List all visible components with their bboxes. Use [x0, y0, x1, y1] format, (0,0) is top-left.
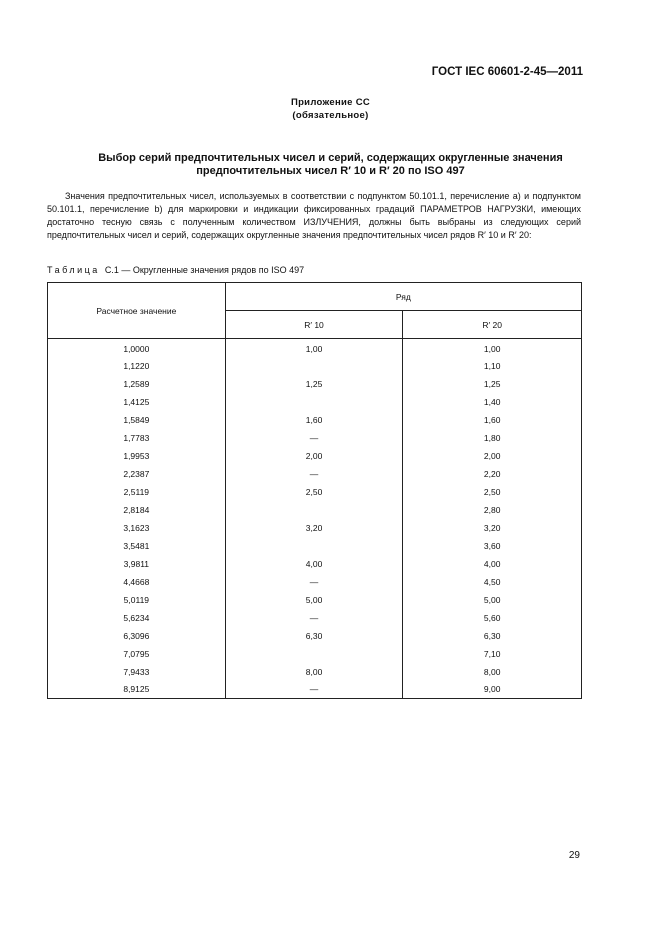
cell-r20: 1,60 [403, 411, 582, 429]
cell-calculated-value: 1,5849 [48, 411, 226, 429]
cell-calculated-value: 5,0119 [48, 591, 226, 609]
header-r20: R′ 20 [403, 311, 582, 339]
cell-r10: 1,60 [225, 411, 403, 429]
cell-r20: 6,30 [403, 627, 582, 645]
cell-r20: 4,00 [403, 555, 582, 573]
table-row [48, 609, 582, 627]
cell-r20: 1,10 [403, 357, 582, 375]
header-r10: R′ 10 [225, 311, 403, 339]
body-paragraph [47, 190, 581, 242]
cell-r20: 1,25 [403, 375, 582, 393]
table-row [48, 591, 582, 609]
cell-r10: — [225, 465, 403, 483]
appendix-status: (обязательное) [292, 110, 369, 121]
cell-r10: 6,30 [225, 627, 403, 645]
cell-calculated-value: 3,5481 [48, 537, 226, 555]
section-title-line-2: предпочтительных чисел R′ 10 и R′ 20 по ISO 497 [196, 165, 465, 177]
cell-r10 [225, 645, 403, 663]
cell-r10: 3,20 [225, 519, 403, 537]
cell-calculated-value: 8,9125 [48, 681, 226, 699]
header-calculated-value: Расчетное значение [48, 283, 226, 339]
table-row [48, 483, 582, 501]
cell-r10: 1,00 [225, 339, 403, 357]
table-row [48, 537, 582, 555]
cell-r10 [225, 501, 403, 519]
cell-calculated-value: 3,1623 [48, 519, 226, 537]
cell-calculated-value: 4,4668 [48, 573, 226, 591]
cell-r20: 5,00 [403, 591, 582, 609]
cell-r10: 2,00 [225, 447, 403, 465]
table-row [48, 627, 582, 645]
table-row [48, 573, 582, 591]
table-caption [47, 265, 304, 275]
cell-r20: 5,60 [403, 609, 582, 627]
cell-r10: 4,00 [225, 555, 403, 573]
table-row [48, 429, 582, 447]
table-caption-text: С.1 — Округленные значения рядов по ISO 497 [104, 265, 305, 275]
table-row [48, 519, 582, 537]
appendix-name: Приложение СС [290, 97, 371, 108]
cell-calculated-value: 1,1220 [48, 357, 226, 375]
cell-calculated-value: 1,9953 [48, 447, 226, 465]
cell-r10: — [225, 573, 403, 591]
cell-calculated-value: 3,9811 [48, 555, 226, 573]
cell-calculated-value: 7,0795 [48, 645, 226, 663]
table-row [48, 681, 582, 699]
cell-r20: 2,80 [403, 501, 582, 519]
cell-calculated-value: 1,2589 [48, 375, 226, 393]
cell-calculated-value: 1,4125 [48, 393, 226, 411]
document-id: ГОСТ IEC 60601-2-45—2011 [431, 66, 583, 78]
cell-r20: 9,00 [403, 681, 582, 699]
cell-r10: — [225, 609, 403, 627]
table-row [48, 501, 582, 519]
cell-calculated-value: 7,9433 [48, 663, 226, 681]
cell-r20: 8,00 [403, 663, 582, 681]
cell-r10 [225, 393, 403, 411]
cell-r20: 4,50 [403, 573, 582, 591]
cell-r20: 7,10 [403, 645, 582, 663]
table-row [48, 447, 582, 465]
table-row [48, 411, 582, 429]
cell-r20: 1,40 [403, 393, 582, 411]
table-row [48, 555, 582, 573]
cell-r10 [225, 537, 403, 555]
cell-r20: 1,00 [403, 339, 582, 357]
cell-r10: 5,00 [225, 591, 403, 609]
table-row [48, 663, 582, 681]
header-series: Ряд [225, 283, 581, 311]
table-row [48, 357, 582, 375]
values-table [47, 282, 582, 699]
appendix-heading [0, 96, 661, 122]
cell-r10: 8,00 [225, 663, 403, 681]
cell-calculated-value: 2,2387 [48, 465, 226, 483]
cell-r20: 1,80 [403, 429, 582, 447]
cell-r20: 2,50 [403, 483, 582, 501]
table-row [48, 465, 582, 483]
cell-calculated-value: 2,8184 [48, 501, 226, 519]
body-paragraph-text: Значения предпочтительных чисел, используемых в соответствии с подпунктом 50.101.1, перечисление а) и подпунктом 50.101.1, перечисление b) для маркировки и индикации фиксированных градаций ПАРАМЕТРОВ НАГРУЗКИ, имеющих достаточно тесную связь с полученным количеством ИЗЛУЧЕНИЯ, должны быть выбраны из следующих серий предпочтительных чисел и серий, содержащих округленные значения предпочтительных чисел рядов R′ 10 и R′ 20: [47, 191, 581, 240]
cell-calculated-value: 2,5119 [48, 483, 226, 501]
cell-r10: — [225, 681, 403, 699]
cell-calculated-value: 5,6234 [48, 609, 226, 627]
table-row [48, 645, 582, 663]
cell-r20: 3,20 [403, 519, 582, 537]
cell-r20: 2,00 [403, 447, 582, 465]
cell-r10: 1,25 [225, 375, 403, 393]
table-row [48, 375, 582, 393]
table-row [48, 339, 582, 357]
cell-r20: 2,20 [403, 465, 582, 483]
table-row [48, 393, 582, 411]
cell-r10: — [225, 429, 403, 447]
cell-r10 [225, 357, 403, 375]
cell-r20: 3,60 [403, 537, 582, 555]
page-number: 29 [568, 850, 580, 861]
table-body [48, 339, 582, 699]
cell-calculated-value: 1,0000 [48, 339, 226, 357]
section-title-line-1: Выбор серий предпочтительных чисел и серий, содержащих округленные значения [98, 152, 563, 164]
cell-calculated-value: 6,3096 [48, 627, 226, 645]
table-caption-prefix: Таблица [47, 265, 100, 275]
cell-calculated-value: 1,7783 [48, 429, 226, 447]
cell-r10: 2,50 [225, 483, 403, 501]
section-title [60, 152, 601, 178]
